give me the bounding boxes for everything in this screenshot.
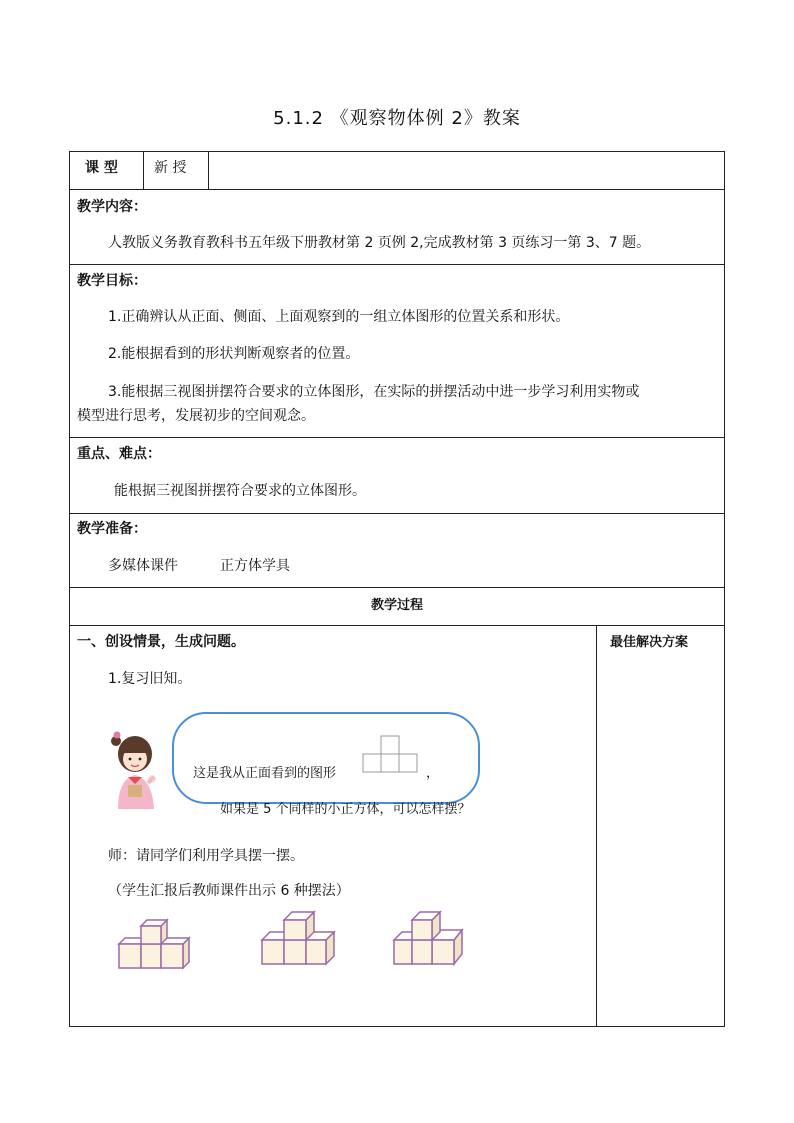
content-text: 人教版义务教育教科书五年级下册教材第 2 页例 2,完成教材第 3 页练习一第 3、7 题。 bbox=[108, 235, 651, 251]
prep-label: 教学准备： bbox=[77, 521, 147, 537]
review-line: 1.复习旧知。 bbox=[108, 671, 192, 687]
type-label: 课 型 bbox=[85, 160, 118, 176]
table-border-left bbox=[69, 151, 70, 1027]
row-line bbox=[69, 189, 725, 190]
col-line bbox=[143, 151, 144, 189]
prep-item-1: 多媒体课件 bbox=[108, 558, 178, 574]
row-line bbox=[69, 437, 725, 438]
goal-3-line2: 模型进行思考，发展初步的空间观念。 bbox=[77, 408, 315, 424]
row-line bbox=[69, 1026, 725, 1027]
document-title: 5.1.2 《观察物体例 2》教案 bbox=[273, 108, 521, 129]
front-view-figure bbox=[360, 735, 420, 773]
section1-heading: 一、创设情景，生成问题。 bbox=[77, 634, 245, 650]
row-line bbox=[69, 513, 725, 514]
row-line bbox=[69, 151, 725, 152]
content-label: 教学内容： bbox=[77, 199, 147, 215]
goals-label: 教学目标： bbox=[77, 273, 147, 289]
cube-arrangement-3 bbox=[392, 910, 468, 968]
cube-arrangement-2 bbox=[260, 912, 340, 968]
row-line bbox=[69, 587, 725, 588]
goal-2: 2.能根据看到的形状判断观察者的位置。 bbox=[108, 346, 360, 362]
type-value: 新 授 bbox=[154, 160, 187, 176]
goal-1: 1.正确辨认从正面、侧面、上面观察到的一组立体图形的位置关系和形状。 bbox=[108, 309, 570, 325]
key-text: 能根据三视图拼摆符合要求的立体图形。 bbox=[114, 483, 366, 499]
process-header: 教学过程 bbox=[370, 598, 423, 613]
bubble-comma: ， bbox=[426, 766, 440, 781]
girl-illustration bbox=[104, 727, 166, 809]
prep-item-2: 正方体学具 bbox=[220, 558, 290, 574]
table-border-right bbox=[724, 151, 725, 1027]
best-solution-label: 最佳解决方案 bbox=[610, 635, 689, 650]
cube-arrangement-1 bbox=[117, 918, 195, 972]
col-line bbox=[596, 625, 597, 1026]
bubble-line1: 这是我从正面看到的图形 bbox=[193, 766, 337, 781]
goal-3-line1: 3.能根据三视图拼摆符合要求的立体图形，在实际的拼摆活动中进一步学习利用实物或 bbox=[108, 384, 640, 400]
bubble-line2: 如果是 5 个同样的小正方体，可以怎样摆？ bbox=[220, 802, 471, 817]
row-line bbox=[69, 625, 725, 626]
key-label: 重点、难点： bbox=[77, 446, 161, 462]
col-line bbox=[208, 151, 209, 189]
report-line: （学生汇报后教师课件出示 6 种摆法） bbox=[108, 883, 350, 899]
speech-bubble bbox=[172, 712, 480, 817]
teacher-line: 师：请同学们利用学具摆一摆。 bbox=[108, 848, 304, 864]
row-line bbox=[69, 264, 725, 265]
